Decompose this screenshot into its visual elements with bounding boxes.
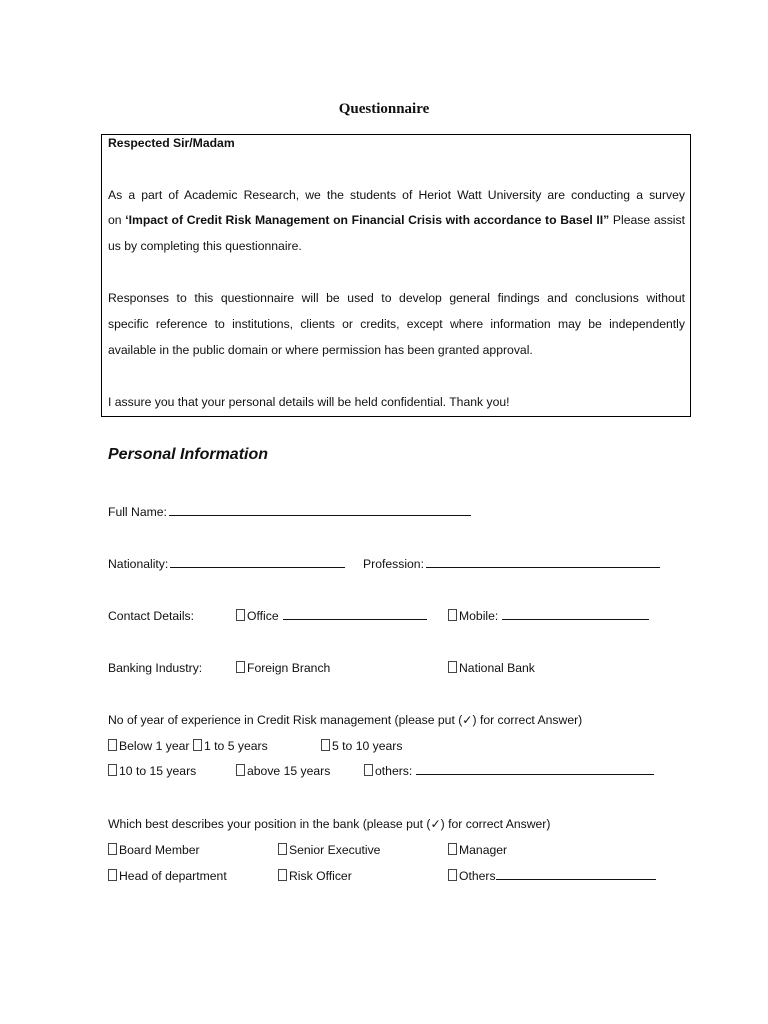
senior-executive-checkbox[interactable] <box>278 843 287 855</box>
position-option-others <box>448 868 656 884</box>
position-others-checkbox[interactable] <box>448 869 457 881</box>
experience-others-label: others: <box>375 764 413 778</box>
experience-question: No of year of experience in Credit Risk management (please put (✓) for correct Answer) <box>108 713 583 727</box>
nationality-field[interactable] <box>170 556 345 568</box>
intro-paragraph-1-line-3: us by completing this questionnaire. <box>108 239 302 253</box>
experience-5-10-label: 5 to 10 years <box>332 739 403 753</box>
experience-option-above-15 <box>236 763 330 779</box>
board-member-label: Board Member <box>119 843 200 857</box>
manager-checkbox[interactable] <box>448 843 457 855</box>
experience-option-below-1 <box>108 738 189 754</box>
position-option-manager <box>448 842 507 858</box>
national-bank-checkbox[interactable] <box>448 661 457 673</box>
mobile-checkbox[interactable] <box>448 609 457 621</box>
position-option-board-member <box>108 842 200 858</box>
senior-executive-label: Senior Executive <box>289 843 381 857</box>
head-of-department-checkbox[interactable] <box>108 869 117 881</box>
experience-1-5-label: 1 to 5 years <box>204 739 268 753</box>
office-field[interactable] <box>283 608 427 620</box>
intro-please-assist: Please assist <box>609 213 685 227</box>
foreign-branch-label: Foreign Branch <box>247 661 331 675</box>
nationality-row <box>108 556 345 572</box>
full-name-field[interactable] <box>169 504 471 516</box>
experience-below-1-label: Below 1 year <box>119 739 190 753</box>
intro-paragraph-2-line-2: specific reference to institutions, clients or credits, except where information may be independently <box>108 317 685 331</box>
foreign-branch-option <box>236 660 330 676</box>
office-option <box>236 608 427 624</box>
experience-above-15-label: above 15 years <box>247 764 331 778</box>
position-option-head-of-department <box>108 868 227 884</box>
profession-field[interactable] <box>426 556 660 568</box>
risk-officer-checkbox[interactable] <box>278 869 287 881</box>
salutation: Respected Sir/Madam <box>108 136 235 150</box>
position-option-senior-executive <box>278 842 380 858</box>
experience-5-10-checkbox[interactable] <box>321 739 330 751</box>
experience-option-others <box>364 763 654 779</box>
national-bank-label: National Bank <box>459 661 535 675</box>
position-others-field[interactable] <box>496 868 656 880</box>
position-question: Which best describes your position in the bank (please put (✓) for correct Answer) <box>108 817 551 831</box>
office-checkbox[interactable] <box>236 609 245 621</box>
document-title: Questionnaire <box>338 101 430 117</box>
banking-industry-label: Banking Industry: <box>108 661 203 675</box>
board-member-checkbox[interactable] <box>108 843 117 855</box>
intro-on-text: on <box>108 213 126 227</box>
intro-box <box>101 134 691 417</box>
intro-paragraph-3: I assure you that your personal details will be held confidential. Thank you! <box>108 395 510 409</box>
national-bank-option <box>448 660 535 676</box>
experience-10-15-checkbox[interactable] <box>108 764 117 776</box>
intro-paragraph-1-line-1: As a part of Academic Research, we the students of Heriot Watt University are conducting a survey <box>108 188 685 202</box>
experience-others-checkbox[interactable] <box>364 764 373 776</box>
intro-paragraph-2-line-1: Responses to this questionnaire will be used to develop general findings and conclusions without <box>108 291 685 305</box>
experience-above-15-checkbox[interactable] <box>236 764 245 776</box>
head-of-department-label: Head of department <box>119 869 227 883</box>
experience-below-1-checkbox[interactable] <box>108 739 117 751</box>
intro-paragraph-1-line-2 <box>108 212 685 228</box>
intro-paragraph-2-line-3: available in the public domain or where permission has been granted approval. <box>108 343 533 357</box>
experience-others-field[interactable] <box>416 763 654 775</box>
full-name-label: Full Name: <box>108 505 167 519</box>
office-label: Office <box>247 609 279 623</box>
experience-10-15-label: 10 to 15 years <box>119 764 197 778</box>
contact-details-label: Contact Details: <box>108 609 195 623</box>
experience-option-10-15 <box>108 763 196 779</box>
experience-option-5-10 <box>321 738 402 754</box>
profession-row <box>363 556 660 572</box>
mobile-option <box>448 608 649 624</box>
position-others-label: Others <box>459 869 496 883</box>
full-name-row <box>108 504 471 520</box>
mobile-label: Mobile: <box>459 609 499 623</box>
mobile-field[interactable] <box>502 608 649 620</box>
nationality-label: Nationality: <box>108 557 169 571</box>
experience-1-5-checkbox[interactable] <box>193 739 202 751</box>
survey-topic: ‘Impact of Credit Risk Management on Financial Crisis with accordance to Basel II” <box>125 213 610 227</box>
experience-option-1-5 <box>193 738 268 754</box>
risk-officer-label: Risk Officer <box>289 869 352 883</box>
manager-label: Manager <box>459 843 508 857</box>
personal-information-heading: Personal Information <box>108 446 269 463</box>
profession-label: Profession: <box>363 557 424 571</box>
position-option-risk-officer <box>278 868 352 884</box>
foreign-branch-checkbox[interactable] <box>236 661 245 673</box>
